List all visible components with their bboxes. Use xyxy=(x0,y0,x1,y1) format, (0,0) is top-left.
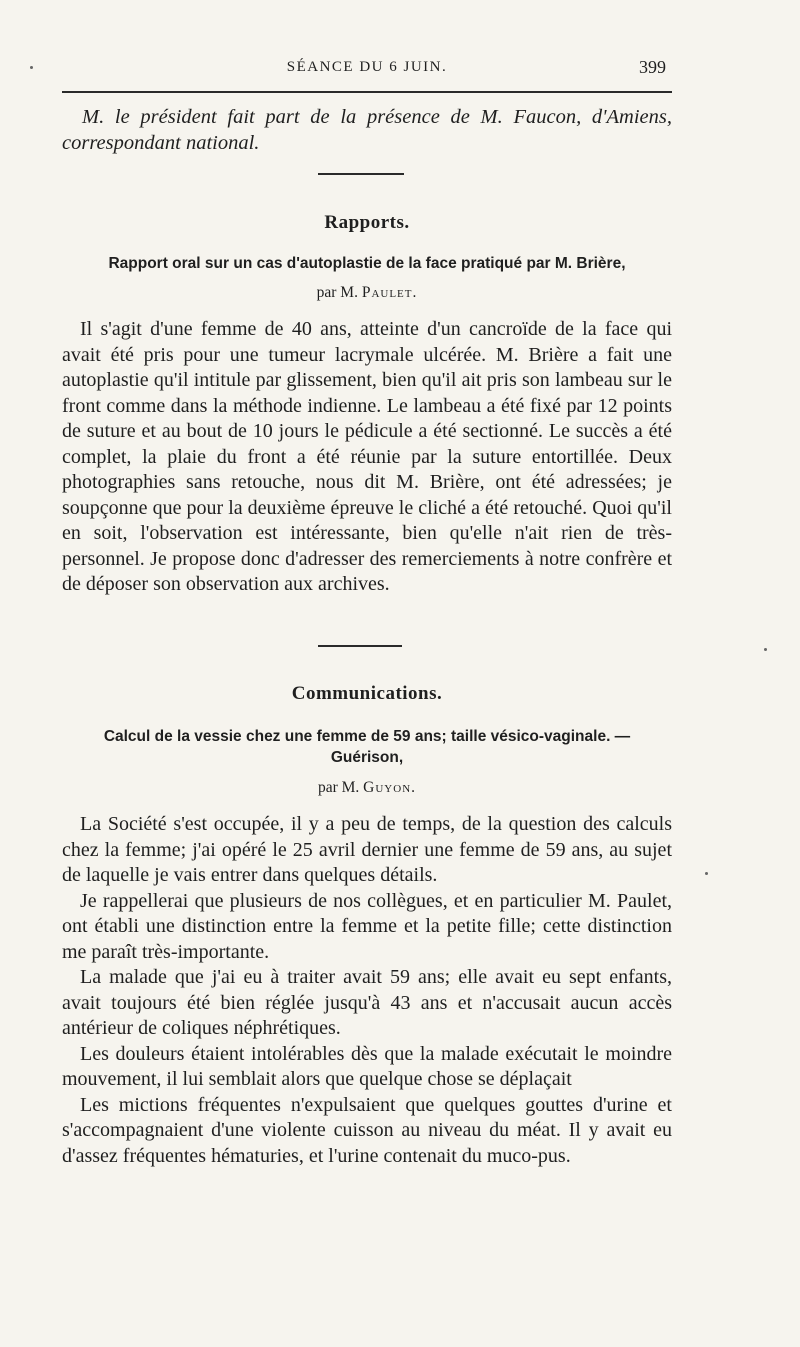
communication-paragraph-3: La malade que j'ai eu à traiter avait 59 ans; elle avait eu sept enfants, avait toujours été bien réglée jusqu'à 43 ans et n'accusait aucun accès antérieur de coliques néphrétiques. xyxy=(62,966,672,1039)
communication-byline xyxy=(62,779,672,797)
announcement-paragraph: M. le président fait part de la présence de M. Faucon, d'Amiens, correspondant national. xyxy=(62,106,672,154)
communication-body xyxy=(62,812,672,1169)
communication-title-line-1: Calcul de la vessie chez une femme de 59 ans; taille vésico-vaginale. — xyxy=(103,728,631,745)
section-divider xyxy=(318,173,404,175)
byline-author: Paulet. xyxy=(361,284,418,301)
scan-speck xyxy=(705,872,708,875)
byline-prefix: par M. xyxy=(317,779,360,796)
running-header xyxy=(62,57,672,85)
report-title: Rapport oral sur un cas d'autoplastie de la face pratiqué par M. Brière, xyxy=(108,255,626,272)
communication-paragraph-1: La Société s'est occupée, il y a peu de temps, de la question des calculs chez la femme; j'ai opéré le 25 avril dernier une femme de 59 ans, au sujet de laquelle je vais entrer dans quelques détails. xyxy=(62,813,672,886)
section-heading-rapports: Rapports. xyxy=(324,212,410,233)
communication-title xyxy=(62,726,672,768)
report-paragraph: Il s'agit d'une femme de 40 ans, atteinte d'un cancroïde de la face qui avait été pris pour une tumeur lacrymale ulcérée. M. Brière a fait une autoplastie qu'il intitule par glissement, bien qu'il ait pris son lambeau sur le front comme dans la méthode indienne. Le lambeau a été fixé par 12 points de suture et au bout de 10 jours le pédicule a été sectionné. Le succès a été complet, la plaie du front a été réunie par la suture entortillée. Deux photographies sans retouche, nous dit M. Brière, ont été adressées; je soupçonne que pour la deuxième épreuve le cliché a été retouché. Quoi qu'il en soit, l'observation est intéressante, bien qu'elle n'ait rien de très-personnel. Je propose donc d'adresser des remerciements à notre confrère et de déposer son observation aux archives. xyxy=(62,318,672,595)
section-heading-communications: Communications. xyxy=(291,683,443,704)
communication-paragraph-5: Les mictions fréquentes n'expulsaient que quelques gouttes d'urine et s'accompagnaient d'une violente cuisson au niveau du méat. Il y avait eu d'assez fréquentes hématuries, et l'urine contenait du muco-pus. xyxy=(62,1093,672,1167)
byline-author: Guyon. xyxy=(363,779,417,796)
communication-paragraph-4: Les douleurs étaient intolérables dès que la malade exécutait le moindre mouvement, il lui semblait alors que quelque chose se déplaçait xyxy=(62,1042,672,1090)
scan-speck xyxy=(30,66,33,69)
report-body xyxy=(62,317,672,598)
running-title: SÉANCE DU 6 JUIN. xyxy=(286,59,448,75)
report-byline xyxy=(62,284,672,302)
scan-speck xyxy=(764,648,767,651)
communication-title-line-2: Guérison, xyxy=(330,749,404,766)
section-divider xyxy=(318,645,402,647)
page-number: 399 xyxy=(639,57,666,77)
byline-prefix: par M. xyxy=(316,284,358,301)
header-rule xyxy=(62,91,672,93)
communication-paragraph-2: Je rappellerai que plusieurs de nos collègues, et en particulier M. Paulet, ont établi une distinction entre la femme et la petite fille; cette distinction me paraît très-importante. xyxy=(62,889,672,963)
